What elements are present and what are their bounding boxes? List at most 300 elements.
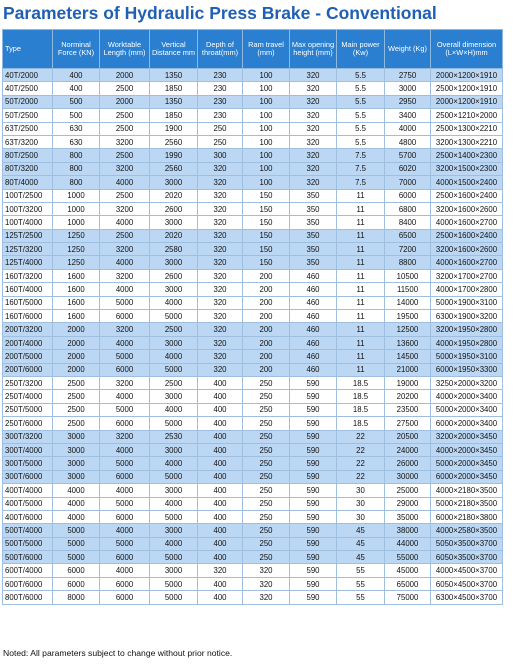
table-cell: 460: [290, 336, 337, 349]
table-cell: 320: [198, 162, 243, 175]
table-cell: 6000×2180×3800: [431, 510, 503, 523]
table-cell: 4000×1500×2400: [431, 176, 503, 189]
type-cell: 800T/6000: [3, 591, 53, 604]
table-cell: 4000×1950×2800: [431, 336, 503, 349]
table-cell: 100: [243, 109, 290, 122]
table-cell: 14500: [385, 350, 431, 363]
table-cell: 18.5: [337, 403, 385, 416]
table-cell: 2500×1300×2210: [431, 122, 503, 135]
table-cell: 4000: [150, 350, 198, 363]
table-cell: 3200×1600×2600: [431, 202, 503, 215]
table-row: [3, 363, 503, 376]
table-cell: 4000: [100, 443, 150, 456]
column-header: Overall dimension (L×W×H)mm: [431, 30, 503, 69]
table-cell: 460: [290, 323, 337, 336]
table-cell: 320: [198, 363, 243, 376]
table-cell: 4000: [150, 497, 198, 510]
table-cell: 100: [243, 135, 290, 148]
type-cell: 300T/3200: [3, 430, 53, 443]
table-cell: 30000: [385, 470, 431, 483]
table-cell: 250: [243, 443, 290, 456]
table-cell: 320: [290, 82, 337, 95]
table-cell: 1250: [53, 229, 100, 242]
table-cell: 25000: [385, 484, 431, 497]
table-row: [3, 577, 503, 590]
table-row: [3, 470, 503, 483]
table-cell: 150: [243, 229, 290, 242]
table-cell: 2500×1210×2000: [431, 109, 503, 122]
type-cell: 500T/5000: [3, 537, 53, 550]
table-cell: 250: [243, 403, 290, 416]
table-cell: 350: [290, 202, 337, 215]
table-cell: 320: [290, 109, 337, 122]
table-cell: 590: [290, 457, 337, 470]
table-cell: 4000: [100, 283, 150, 296]
table-cell: 5050×3500×3700: [431, 537, 503, 550]
table-cell: 400: [198, 470, 243, 483]
table-cell: 320: [198, 269, 243, 282]
table-cell: 350: [290, 256, 337, 269]
table-cell: 100: [243, 69, 290, 82]
table-row: [3, 296, 503, 309]
table-row: [3, 524, 503, 537]
table-cell: 500: [53, 95, 100, 108]
table-row: [3, 457, 503, 470]
table-cell: 460: [290, 310, 337, 323]
type-cell: 250T/3200: [3, 376, 53, 389]
table-cell: 2500: [150, 323, 198, 336]
table-row: [3, 95, 503, 108]
table-row: [3, 149, 503, 162]
table-cell: 3000: [150, 390, 198, 403]
table-cell: 3000: [150, 176, 198, 189]
page-title: Parameters of Hydraulic Press Brake - Conventional: [3, 3, 437, 23]
table-cell: 100: [243, 149, 290, 162]
table-cell: 460: [290, 350, 337, 363]
table-cell: 4000: [100, 176, 150, 189]
table-cell: 3000: [150, 484, 198, 497]
table-cell: 2000×1200×1910: [431, 95, 503, 108]
table-cell: 460: [290, 283, 337, 296]
table-cell: 6000: [100, 470, 150, 483]
table-cell: 5000: [150, 510, 198, 523]
table-cell: 590: [290, 390, 337, 403]
table-cell: 6000×1950×3300: [431, 363, 503, 376]
table-cell: 400: [198, 443, 243, 456]
table-cell: 3200×1300×2210: [431, 135, 503, 148]
type-cell: 40T/2500: [3, 82, 53, 95]
table-cell: 590: [290, 577, 337, 590]
column-header: Worktable Length (mm): [100, 30, 150, 69]
table-cell: 11: [337, 363, 385, 376]
table-cell: 250: [243, 457, 290, 470]
table-cell: 320: [243, 564, 290, 577]
table-cell: 320: [198, 336, 243, 349]
table-cell: 44000: [385, 537, 431, 550]
table-cell: 4000×2000×3450: [431, 443, 503, 456]
table-cell: 3200: [100, 430, 150, 443]
table-cell: 5000×2000×3400: [431, 403, 503, 416]
table-cell: 5000×1950×3100: [431, 350, 503, 363]
table-cell: 22: [337, 457, 385, 470]
table-cell: 5000: [150, 417, 198, 430]
table-cell: 7.5: [337, 162, 385, 175]
table-cell: 4000: [150, 457, 198, 470]
table-cell: 4000×2000×3400: [431, 390, 503, 403]
table-cell: 590: [290, 376, 337, 389]
table-cell: 5000: [100, 403, 150, 416]
table-cell: 400: [198, 417, 243, 430]
type-cell: 400T/5000: [3, 497, 53, 510]
table-cell: 4800: [385, 135, 431, 148]
table-cell: 27500: [385, 417, 431, 430]
table-cell: 1850: [150, 109, 198, 122]
table-cell: 250: [243, 390, 290, 403]
table-cell: 400: [198, 524, 243, 537]
table-cell: 5.5: [337, 135, 385, 148]
table-cell: 250: [198, 122, 243, 135]
table-cell: 230: [198, 82, 243, 95]
type-cell: 250T/5000: [3, 403, 53, 416]
table-cell: 4000: [100, 390, 150, 403]
type-cell: 160T/6000: [3, 310, 53, 323]
table-cell: 6000: [100, 510, 150, 523]
table-cell: 590: [290, 524, 337, 537]
table-cell: 5000: [150, 577, 198, 590]
table-cell: 5000: [100, 350, 150, 363]
table-cell: 320: [290, 149, 337, 162]
table-cell: 460: [290, 363, 337, 376]
table-cell: 2500: [100, 122, 150, 135]
table-cell: 320: [198, 283, 243, 296]
table-row: [3, 323, 503, 336]
table-cell: 3200: [100, 162, 150, 175]
table-cell: 3000: [385, 82, 431, 95]
table-cell: 11: [337, 202, 385, 215]
table-cell: 100: [243, 162, 290, 175]
table-cell: 3200×1700×2700: [431, 269, 503, 282]
type-cell: 50T/2500: [3, 109, 53, 122]
type-cell: 200T/6000: [3, 363, 53, 376]
table-cell: 1350: [150, 95, 198, 108]
table-cell: 55: [337, 564, 385, 577]
table-cell: 4000: [53, 484, 100, 497]
table-cell: 400: [198, 497, 243, 510]
table-cell: 2500: [53, 376, 100, 389]
type-cell: 300T/6000: [3, 470, 53, 483]
table-cell: 6020: [385, 162, 431, 175]
table-cell: 2000: [53, 336, 100, 349]
table-cell: 800: [53, 162, 100, 175]
column-header: Depth of throat(mm): [198, 30, 243, 69]
table-cell: 250: [243, 510, 290, 523]
table-cell: 590: [290, 470, 337, 483]
table-cell: 4000: [100, 564, 150, 577]
table-cell: 5000×1900×3100: [431, 296, 503, 309]
table-cell: 4000: [53, 497, 100, 510]
table-cell: 1250: [53, 256, 100, 269]
table-cell: 590: [290, 417, 337, 430]
table-cell: 6800: [385, 202, 431, 215]
table-cell: 2000: [53, 350, 100, 363]
table-cell: 100: [243, 95, 290, 108]
table-cell: 500: [53, 109, 100, 122]
table-cell: 2500: [150, 376, 198, 389]
table-cell: 30: [337, 484, 385, 497]
table-cell: 4000: [150, 403, 198, 416]
table-row: [3, 269, 503, 282]
table-cell: 1600: [53, 283, 100, 296]
table-cell: 55000: [385, 551, 431, 564]
table-cell: 400: [198, 510, 243, 523]
table-row: [3, 109, 503, 122]
table-cell: 5000: [150, 310, 198, 323]
table-row: [3, 229, 503, 242]
table-cell: 5.5: [337, 82, 385, 95]
table-cell: 2500: [100, 189, 150, 202]
table-cell: 19000: [385, 376, 431, 389]
type-cell: 63T/2500: [3, 122, 53, 135]
table-cell: 2530: [150, 430, 198, 443]
table-cell: 150: [243, 243, 290, 256]
table-cell: 20500: [385, 430, 431, 443]
table-cell: 3000: [150, 283, 198, 296]
table-cell: 460: [290, 296, 337, 309]
table-cell: 1250: [53, 243, 100, 256]
table-cell: 400: [53, 82, 100, 95]
table-cell: 100: [243, 82, 290, 95]
table-cell: 13600: [385, 336, 431, 349]
table-cell: 230: [198, 95, 243, 108]
table-cell: 11: [337, 296, 385, 309]
table-cell: 5.5: [337, 95, 385, 108]
table-cell: 5000: [150, 363, 198, 376]
table-body: [3, 69, 503, 605]
table-cell: 3400: [385, 109, 431, 122]
table-cell: 11: [337, 336, 385, 349]
table-row: [3, 537, 503, 550]
table-cell: 800: [53, 149, 100, 162]
column-header: Weight (Kg): [385, 30, 431, 69]
type-cell: 600T/6000: [3, 577, 53, 590]
table-cell: 320: [198, 202, 243, 215]
table-cell: 2600: [150, 202, 198, 215]
table-cell: 350: [290, 189, 337, 202]
table-cell: 4000×4500×3700: [431, 564, 503, 577]
table-cell: 150: [243, 216, 290, 229]
column-header: Vertical Distance mm: [150, 30, 198, 69]
type-cell: 200T/4000: [3, 336, 53, 349]
table-cell: 400: [198, 403, 243, 416]
table-row: [3, 510, 503, 523]
table-row: [3, 591, 503, 604]
table-cell: 3000: [150, 564, 198, 577]
table-cell: 22: [337, 443, 385, 456]
table-cell: 590: [290, 497, 337, 510]
table-cell: 2000: [53, 363, 100, 376]
table-cell: 8000: [53, 591, 100, 604]
table-cell: 6000×2000×3450: [431, 470, 503, 483]
table-cell: 2500: [53, 417, 100, 430]
table-row: [3, 243, 503, 256]
table-cell: 11: [337, 216, 385, 229]
table-cell: 3000: [150, 256, 198, 269]
table-cell: 5000: [53, 524, 100, 537]
table-cell: 2500: [53, 403, 100, 416]
table-cell: 11: [337, 350, 385, 363]
table-cell: 400: [198, 484, 243, 497]
table-cell: 4000×2180×3500: [431, 484, 503, 497]
table-cell: 3200: [100, 323, 150, 336]
table-cell: 6500: [385, 229, 431, 242]
table-cell: 200: [243, 323, 290, 336]
table-cell: 5000: [150, 591, 198, 604]
table-cell: 590: [290, 403, 337, 416]
table-cell: 250: [198, 135, 243, 148]
table-cell: 2500: [53, 390, 100, 403]
table-cell: 4000×1700×2800: [431, 283, 503, 296]
table-cell: 590: [290, 484, 337, 497]
table-cell: 1000: [53, 189, 100, 202]
table-cell: 3000: [150, 336, 198, 349]
table-cell: 35000: [385, 510, 431, 523]
table-cell: 5000: [53, 551, 100, 564]
table-cell: 2750: [385, 69, 431, 82]
table-cell: 7.5: [337, 149, 385, 162]
table-row: [3, 82, 503, 95]
table-cell: 11500: [385, 283, 431, 296]
column-header: Type: [3, 30, 53, 69]
table-cell: 6300×1900×3200: [431, 310, 503, 323]
table-cell: 250: [243, 430, 290, 443]
table-cell: 18.5: [337, 390, 385, 403]
table-cell: 2500×1200×1910: [431, 82, 503, 95]
column-header: Ram travel (mm): [243, 30, 290, 69]
table-cell: 23500: [385, 403, 431, 416]
table-cell: 3250×2000×3200: [431, 376, 503, 389]
table-row: [3, 162, 503, 175]
table-cell: 2500: [100, 109, 150, 122]
table-cell: 400: [198, 376, 243, 389]
table-cell: 5700: [385, 149, 431, 162]
table-row: [3, 283, 503, 296]
table-row: [3, 122, 503, 135]
table-cell: 400: [198, 457, 243, 470]
table-cell: 2000: [53, 323, 100, 336]
table-cell: 5.5: [337, 122, 385, 135]
table-cell: 4000: [100, 336, 150, 349]
table-cell: 2580: [150, 243, 198, 256]
table-cell: 460: [290, 269, 337, 282]
type-cell: 300T/4000: [3, 443, 53, 456]
table-cell: 45000: [385, 564, 431, 577]
table-cell: 320: [198, 564, 243, 577]
type-cell: 200T/3200: [3, 323, 53, 336]
table-cell: 2000: [100, 69, 150, 82]
table-cell: 4000×1600×2700: [431, 256, 503, 269]
type-cell: 250T/6000: [3, 417, 53, 430]
table-cell: 320: [290, 135, 337, 148]
table-cell: 3000: [150, 443, 198, 456]
table-cell: 8400: [385, 216, 431, 229]
table-cell: 320: [243, 591, 290, 604]
table-cell: 5000: [150, 470, 198, 483]
table-cell: 250: [243, 484, 290, 497]
type-cell: 100T/2500: [3, 189, 53, 202]
type-cell: 125T/2500: [3, 229, 53, 242]
table-cell: 320: [290, 162, 337, 175]
table-cell: 320: [198, 176, 243, 189]
table-cell: 8800: [385, 256, 431, 269]
type-cell: 160T/4000: [3, 283, 53, 296]
table-cell: 38000: [385, 524, 431, 537]
table-cell: 630: [53, 135, 100, 148]
table-cell: 250: [243, 470, 290, 483]
table-cell: 590: [290, 443, 337, 456]
table-cell: 65000: [385, 577, 431, 590]
table-cell: 5000: [53, 537, 100, 550]
type-cell: 80T/4000: [3, 176, 53, 189]
type-cell: 125T/4000: [3, 256, 53, 269]
table-cell: 6000: [385, 189, 431, 202]
type-cell: 125T/3200: [3, 243, 53, 256]
table-cell: 590: [290, 430, 337, 443]
table-cell: 2500×1600×2400: [431, 229, 503, 242]
table-cell: 3000: [53, 470, 100, 483]
type-cell: 160T/5000: [3, 296, 53, 309]
table-cell: 250: [243, 497, 290, 510]
table-row: [3, 564, 503, 577]
table-cell: 3000: [150, 216, 198, 229]
table-cell: 3200×1500×2300: [431, 162, 503, 175]
table-cell: 590: [290, 551, 337, 564]
table-cell: 200: [243, 283, 290, 296]
table-cell: 1600: [53, 296, 100, 309]
table-cell: 6000: [53, 577, 100, 590]
table-cell: 1600: [53, 310, 100, 323]
table-cell: 400: [198, 577, 243, 590]
table-cell: 5000: [100, 537, 150, 550]
table-cell: 350: [290, 229, 337, 242]
type-cell: 63T/3200: [3, 135, 53, 148]
table-cell: 4000: [150, 537, 198, 550]
table-cell: 4000: [385, 122, 431, 135]
table-cell: 24000: [385, 443, 431, 456]
table-cell: 2500: [100, 229, 150, 242]
table-cell: 6000: [100, 310, 150, 323]
type-cell: 200T/5000: [3, 350, 53, 363]
table-cell: 12500: [385, 323, 431, 336]
table-row: [3, 176, 503, 189]
table-cell: 11: [337, 283, 385, 296]
table-cell: 200: [243, 269, 290, 282]
table-cell: 30: [337, 510, 385, 523]
table-cell: 2560: [150, 135, 198, 148]
table-row: [3, 484, 503, 497]
table-cell: 4000: [100, 484, 150, 497]
table-cell: 5.5: [337, 109, 385, 122]
table-cell: 1600: [53, 269, 100, 282]
table-cell: 4000×1600×2700: [431, 216, 503, 229]
table-cell: 5000×2000×3450: [431, 457, 503, 470]
column-header: Norminal Force (KN): [53, 30, 100, 69]
table-cell: 1000: [53, 216, 100, 229]
table-row: [3, 69, 503, 82]
table-cell: 6000: [100, 577, 150, 590]
table-cell: 11: [337, 229, 385, 242]
table-cell: 150: [243, 189, 290, 202]
table-row: [3, 216, 503, 229]
